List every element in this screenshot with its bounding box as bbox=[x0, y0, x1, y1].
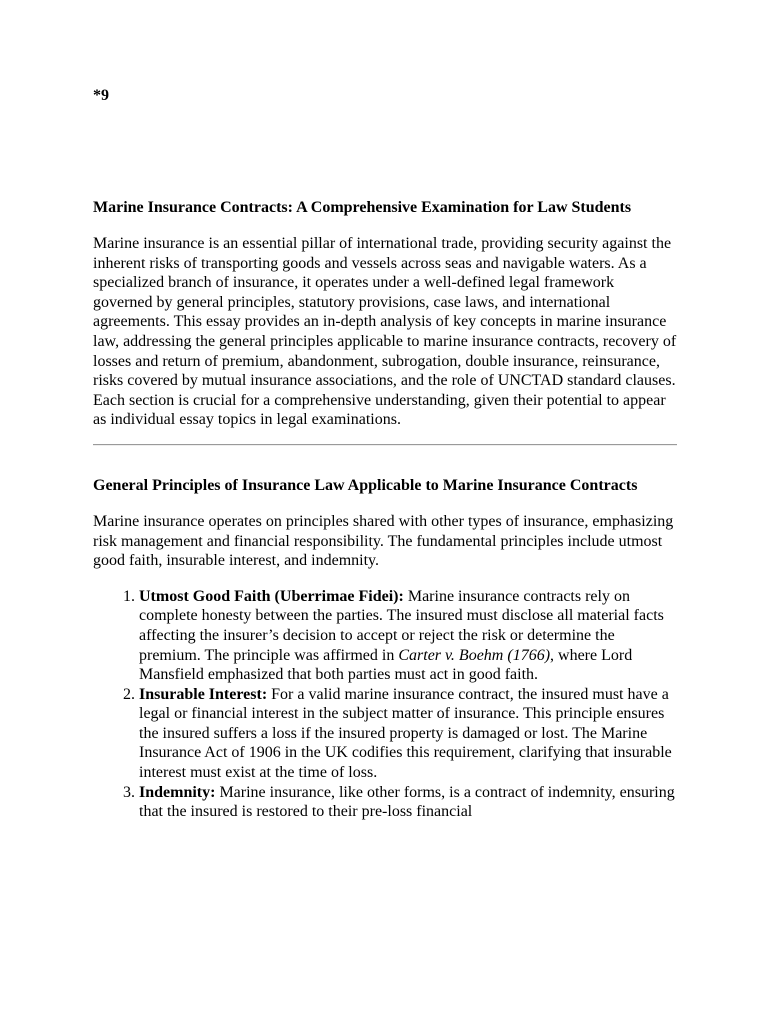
list-item-utmost-good-faith bbox=[139, 587, 677, 685]
section-lead-paragraph: Marine insurance operates on principles shared with other types of insurance, emphasizing risk management and financial responsibility. The fundamental principles include utmost good faith, insurable interest, and indemnity. bbox=[93, 512, 674, 570]
intro-paragraph: Marine insurance is an essential pillar of international trade, providing security against the inherent risks of transporting goods and vessels across seas and navigable waters. As a specialized branch of insurance, it operates under a well-defined legal framework governed by general principles, statutory provisions, case laws, and international agreements. This essay provides an in-depth analysis of key concepts in marine insurance law, addressing the general principles applicable to marine insurance contracts, recovery of losses and return of premium, abandonment, subrogation, double insurance, reinsurance, risks covered by mutual insurance associations, and the role of UNCTAD standard clauses. Each section is crucial for a comprehensive understanding, given their potential to appear as individual essay topics in legal examinations. bbox=[93, 235, 677, 429]
list-item-term: Indemnity: bbox=[139, 783, 216, 801]
list-item-indemnity bbox=[139, 783, 677, 822]
list-item-text: Marine insurance contracts rely on complete honesty between the parties. The insured must disclose all material facts affecting the insurer’s decision to accept or reject the risk or determine the premium. The principle was affirmed in bbox=[139, 587, 664, 664]
section-heading-general-principles: General Principles of Insurance Law Applicable to Marine Insurance Contracts bbox=[93, 476, 638, 494]
list-item-term: Utmost Good Faith (Uberrimae Fidei): bbox=[139, 587, 404, 605]
list-item-text: For a valid marine insurance contract, the insured must have a legal or financial interest in the subject matter of insurance. This principle ensures the insured suffers a loss if the insured property is damaged or lost. The Marine Insurance Act of 1906 in the UK codifies this requirement, clarifying that insurable interest must exist at the time of loss. bbox=[139, 685, 672, 782]
list-item-term: Insurable Interest: bbox=[139, 685, 268, 703]
horizontal-divider bbox=[93, 444, 677, 446]
document-page bbox=[93, 86, 677, 822]
document-title: Marine Insurance Contracts: A Comprehensive Examination for Law Students bbox=[93, 199, 632, 216]
case-citation: Carter v. Boehm (1766) bbox=[398, 646, 551, 664]
page-number: *9 bbox=[93, 87, 109, 104]
list-item-text: , where Lord Mansfield emphasized that both parties must act in good faith. bbox=[139, 646, 633, 684]
list-item-insurable-interest bbox=[139, 685, 677, 783]
principles-list bbox=[93, 587, 677, 822]
list-item-text: Marine insurance, like other forms, is a contract of indemnity, ensuring that the insured is restored to their pre-loss financial bbox=[139, 783, 675, 821]
